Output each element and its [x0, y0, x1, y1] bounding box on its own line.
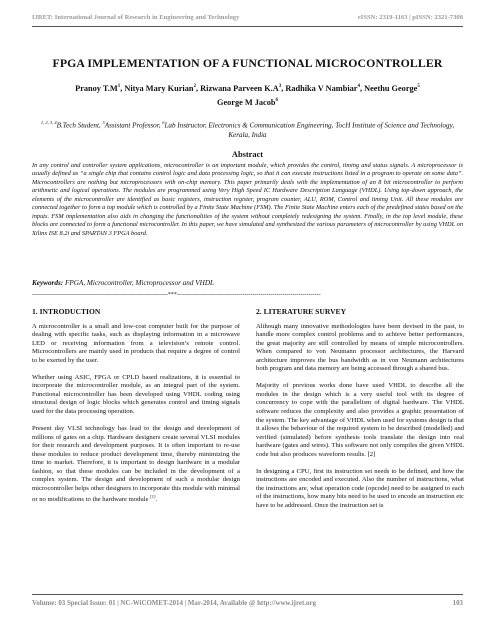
author-name: Pranoy T.M	[75, 83, 118, 93]
author-name: Neethu George	[364, 83, 418, 93]
literature-survey-heading: 2. LITERATURE SURVEY	[256, 307, 347, 316]
keywords	[32, 279, 463, 287]
author-list	[22, 81, 473, 109]
author-sup: 6	[275, 97, 279, 103]
page-number: 103	[452, 600, 463, 607]
author-name: Radhika V Nambiar	[285, 83, 358, 93]
lit-paragraph: Majority of previous works done have used VHDL to describe all the modules in the design which is a very useful tool with its degree of concurrency to cope with the parallelism of digital hardware. The VHDL software reduces the complexity and also provides a graphic presentation of the system. The key advantage of VHDL when used for systems design is that it allows the behaviour of the required system to be described (modelled) and verified (simulated) before synthesis tools translate the design into real hardware (gates and wires). This software not only compiles the given VHDL code but also produces waveform results. [2]	[256, 382, 464, 458]
introduction-heading: 1. INTRODUCTION	[32, 307, 101, 316]
lit-paragraph: In designing a CPU, first its instruction set needs to be defined, and how the instructions are encoded and executed. Also the number of instructions, what the instructions are, what operation code (opcode) need to be assigned to each of the instructions, how many bits need to be used to encode an instruction etc have to be addressed. Once the instruction set is	[256, 467, 464, 509]
author-name: Rizwana Parveen K.A	[200, 83, 279, 93]
author-name: Nitya Mary Kurian	[124, 83, 194, 93]
author-name: George M Jacob	[216, 97, 276, 107]
header-rule	[32, 26, 463, 27]
author-sup: 2	[193, 84, 196, 89]
section-separator: --------------------------------------------------------------------***------------------------------------------------------------------------	[32, 292, 321, 298]
left-column	[32, 308, 240, 514]
journal-name: IJRET: International Journal of Research in Engineering and Technology	[32, 14, 240, 21]
author-line-1: Pranoy $T.M^1$, Nitya Mary Kurian$^2$, Rizwana Parveen $K.A^3$, Radhika V Nambiar$^4$, Neethu George$^5$	[75, 83, 420, 93]
author-sup: 5	[417, 84, 420, 89]
intro-paragraph: A microcontroller is a small and low-cost computer built for the purpose of dealing with specific tasks, such as displaying information in a microwave LED or receiving information from a television’s remote control. Microcontrollers are mainly used in products that require a degree of control to be exerted by the user.	[32, 322, 240, 364]
abstract-heading: Abstract	[231, 150, 264, 159]
author-line-2	[22, 95, 473, 109]
issn-info: eISSN: 2319-1163 | pISSN: 2321-7308	[357, 14, 463, 21]
intro-paragraph: Present day VLSI technology has lead to the design and development of millions of gates on a chip. Hardware designers create several VLSI modules for their research and development purposes. It is often important to re-use these modules to reduce product development time, thereby minimizing the time to market. Therefore, it is important to design hardware in a modular fashion, so that these modules can be included in the development of a complex system. The design and development of such a modular design microcontroller helps other designers to incorporate this module with minimal or no modifications to the hardware module [1].	[32, 425, 240, 504]
lit-paragraph: Although many innovative methodologies have been devised in the past, to handle more complex control problems and to achieve better performances, the great majority are still controlled by means of simple microcontrollers. When compared to von Neumann processor architectures, the Harvard architecture improves the bus bandwidth as in von Neumann architectures both program and data memory are being accessed through a shared bus.	[256, 322, 464, 373]
keywords-value: FPGA, Microcontroller, Microprocessor and VHDL	[64, 279, 215, 287]
right-column	[256, 308, 464, 519]
paper-title: FPGA IMPLEMENTATION OF A FUNCTIONAL MICROCONTROLLER	[52, 56, 443, 70]
abstract-text: In any control and controller system applications, microcontroller is an important module, which provides the control, timing and status signals. A microprocessor is usually defined as “a single chip that contains control logic and data processing logic, so that it can execute instructions listed in a program to operate on some data”. Microcontrollers are nothing but microprocessors with on-chip memory. This paper primarily deals with the implementation of an 8 bit microcontroller to perform arithmetic and logical operations. The modules are programmed using Very High Speed IC Hardware Description Language (VHDL). Using top-down approach, the elements of the microcontroller are identified as basic registers, instruction register, program counter, ALU, ROM, Control and timing Unit. All these modules are connected together to form a top module which is controlled by a Finite State Machine (FSM). The Finite State Machine enters each of the predefined states based on the inputs. FSM implementation also aids in changing the functionalities of the system without completely redesigning the system. Finally, in the top level module, these blocks are connected to form a functional microcontroller. In this paper, we have simulated and synthesized the various parameters of microcontroller by using VHDL on Xilinx ISE 8.2i and SPARTAN 3 FPGA board.	[32, 162, 463, 237]
footer-citation: Volume: 03 Special Issue: 01 | NC-WiCOMET-2014 | Mar-2014, Available @ http://www.ijret.org	[32, 600, 316, 607]
author-sup: 4	[357, 84, 360, 89]
affiliation: $^{1, 2, 3, 4}$B.Tech Student, $^5$Assistant Professor, $^6$Lab Instructor, Electronics & Communication Engineering, TocH Institute of Science and Technology, Kerala, India	[40, 120, 455, 139]
author-sup: 3	[278, 84, 282, 89]
intro-paragraph: Whether using ASIC, FPGA or CPLD based realizations, it is essential to incorporate the microcontroller module, as an integral part of the system. Functional microcontroller has been developed using VHDL coding using structural design of logic blocks which generates control and timing signals used for the data processing operation.	[32, 373, 240, 415]
author-sup: 1	[117, 84, 121, 89]
footer-rule	[32, 594, 463, 595]
keywords-label: Keywords:	[32, 279, 64, 287]
citation-ref: [1]	[150, 494, 156, 500]
